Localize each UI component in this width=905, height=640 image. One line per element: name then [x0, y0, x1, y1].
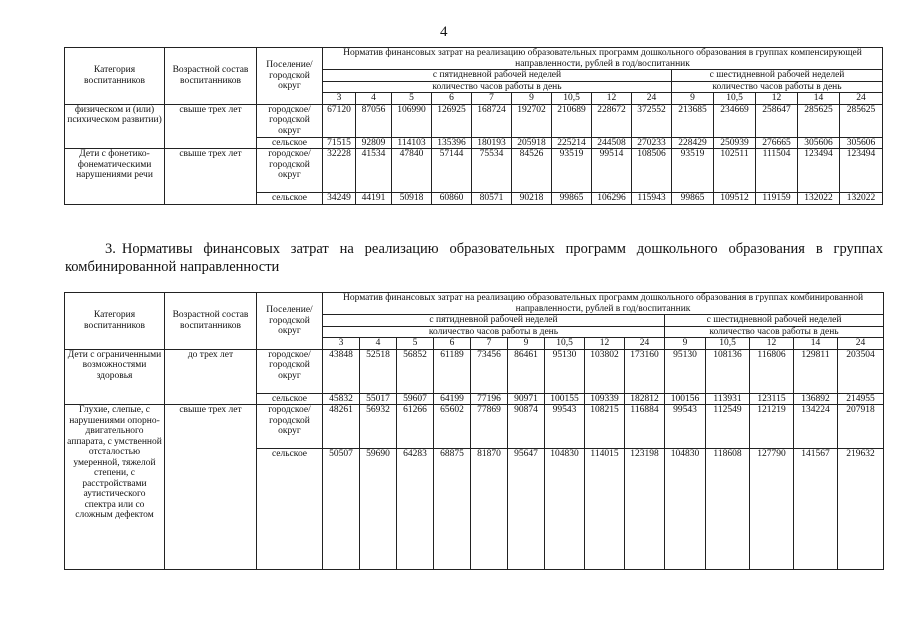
settlement-cell: городское/ городской округ — [257, 349, 323, 393]
value-cell: 270233 — [632, 137, 672, 149]
hours-cell: 9 — [665, 338, 706, 350]
value-cell: 111504 — [756, 149, 798, 193]
value-cell: 102511 — [714, 149, 756, 193]
hours-cell: 14 — [798, 93, 840, 105]
value-cell: 180193 — [472, 137, 512, 149]
value-cell: 244508 — [592, 137, 632, 149]
value-cell: 305606 — [798, 137, 840, 149]
header-age: Возрастной состав воспитанников — [165, 293, 257, 350]
value-cell: 75534 — [472, 149, 512, 193]
value-cell: 95130 — [545, 349, 585, 393]
value-cell: 77196 — [471, 393, 508, 405]
section-3-heading — [65, 240, 883, 276]
value-cell: 276665 — [756, 137, 798, 149]
age-cell: свыше трех лет — [165, 405, 257, 570]
hours-cell: 10,5 — [552, 93, 592, 105]
value-cell: 86461 — [508, 349, 545, 393]
header-settlement: Поселение/ городской округ — [257, 48, 323, 105]
value-cell: 41534 — [356, 149, 392, 193]
value-cell: 114015 — [585, 449, 625, 570]
value-cell: 99865 — [672, 193, 714, 205]
value-cell: 99543 — [665, 405, 706, 449]
header-category: Категория воспитанников — [65, 293, 165, 350]
value-cell: 132022 — [840, 193, 883, 205]
settlement-cell: сельское — [257, 137, 323, 149]
hours-cell: 12 — [585, 338, 625, 350]
category-cell: Глухие, слепые, с нарушениями опорно-двигательного аппарата, с умственной отсталостью умеренной, тяжелой степени, с расстройствами аутистического спектра или со сложным дефектом — [65, 405, 165, 570]
value-cell: 100155 — [545, 393, 585, 405]
value-cell: 118608 — [706, 449, 750, 570]
value-cell: 59607 — [397, 393, 434, 405]
header-six-day: с шестидневной рабочей неделей — [665, 315, 884, 327]
hours-cell: 24 — [625, 338, 665, 350]
value-cell: 115943 — [632, 193, 672, 205]
header-six-day: с шестидневной рабочей неделей — [672, 70, 883, 82]
value-cell: 47840 — [392, 149, 432, 193]
value-cell: 134224 — [794, 405, 838, 449]
hours-cell: 10,5 — [545, 338, 585, 350]
hours-cell: 3 — [323, 93, 356, 105]
value-cell: 99514 — [592, 149, 632, 193]
value-cell: 64199 — [434, 393, 471, 405]
value-cell: 285625 — [798, 104, 840, 137]
table2-body — [65, 349, 884, 570]
value-cell: 285625 — [840, 104, 883, 137]
value-cell: 109339 — [585, 393, 625, 405]
header-hours-six: количество часов работы в день — [672, 81, 883, 93]
value-cell: 104830 — [665, 449, 706, 570]
value-cell: 106990 — [392, 104, 432, 137]
hours-cell: 14 — [794, 338, 838, 350]
header-normative: Норматив финансовых затрат на реализацию образовательных программ дошкольного образования в группах компенсирующей направленности, рублей в год/воспитанник — [323, 48, 883, 70]
header-hours-six: количество часов работы в день — [665, 326, 884, 338]
value-cell: 84526 — [512, 149, 552, 193]
value-cell: 90971 — [508, 393, 545, 405]
value-cell: 123198 — [625, 449, 665, 570]
table-row — [65, 405, 884, 449]
value-cell: 192702 — [512, 104, 552, 137]
hours-cell: 7 — [471, 338, 508, 350]
value-cell: 61189 — [434, 349, 471, 393]
value-cell: 168724 — [472, 104, 512, 137]
hours-cell: 9 — [672, 93, 714, 105]
age-cell: свыше трех лет — [165, 149, 257, 205]
value-cell: 108136 — [706, 349, 750, 393]
hours-cell: 9 — [508, 338, 545, 350]
value-cell: 95647 — [508, 449, 545, 570]
value-cell: 114103 — [392, 137, 432, 149]
hours-cell: 6 — [432, 93, 472, 105]
value-cell: 372552 — [632, 104, 672, 137]
value-cell: 32228 — [323, 149, 356, 193]
value-cell: 60860 — [432, 193, 472, 205]
value-cell: 68875 — [434, 449, 471, 570]
value-cell: 61266 — [397, 405, 434, 449]
hours-cell: 5 — [392, 93, 432, 105]
hours-cell: 24 — [840, 93, 883, 105]
settlement-cell: сельское — [257, 393, 323, 405]
table1-body — [65, 104, 883, 204]
value-cell: 234669 — [714, 104, 756, 137]
hours-cell: 5 — [397, 338, 434, 350]
value-cell: 205918 — [512, 137, 552, 149]
value-cell: 116806 — [750, 349, 794, 393]
value-cell: 56932 — [360, 405, 397, 449]
hours-cell: 4 — [356, 93, 392, 105]
value-cell: 45832 — [323, 393, 360, 405]
value-cell: 90218 — [512, 193, 552, 205]
hours-cell: 12 — [750, 338, 794, 350]
hours-cell: 9 — [512, 93, 552, 105]
age-cell: свыше трех лет — [165, 104, 257, 149]
header-hours-five: количество часов работы в день — [323, 81, 672, 93]
value-cell: 55017 — [360, 393, 397, 405]
value-cell: 214955 — [838, 393, 884, 405]
value-cell: 132022 — [798, 193, 840, 205]
value-cell: 225214 — [552, 137, 592, 149]
value-cell: 64283 — [397, 449, 434, 570]
hours-cell: 10,5 — [714, 93, 756, 105]
value-cell: 93519 — [672, 149, 714, 193]
value-cell: 203504 — [838, 349, 884, 393]
section-title: Нормативы финансовых затрат на реализацию образовательных программ дошкольного образования в группах комбинированной направленности — [65, 241, 883, 275]
value-cell: 108506 — [632, 149, 672, 193]
value-cell: 34249 — [323, 193, 356, 205]
value-cell: 71515 — [323, 137, 356, 149]
value-cell: 43848 — [323, 349, 360, 393]
value-cell: 52518 — [360, 349, 397, 393]
age-cell: до трех лет — [165, 349, 257, 405]
value-cell: 50507 — [323, 449, 360, 570]
settlement-cell: городское/ городской округ — [257, 405, 323, 449]
value-cell: 81870 — [471, 449, 508, 570]
value-cell: 127790 — [750, 449, 794, 570]
value-cell: 92809 — [356, 137, 392, 149]
value-cell: 123494 — [798, 149, 840, 193]
value-cell: 129811 — [794, 349, 838, 393]
value-cell: 219632 — [838, 449, 884, 570]
value-cell: 59690 — [360, 449, 397, 570]
value-cell: 73456 — [471, 349, 508, 393]
hours-cell: 3 — [323, 338, 360, 350]
normative-table-compensating — [64, 47, 883, 205]
header-age: Возрастной состав воспитанников — [165, 48, 257, 105]
value-cell: 136892 — [794, 393, 838, 405]
value-cell: 87056 — [356, 104, 392, 137]
value-cell: 50918 — [392, 193, 432, 205]
value-cell: 65602 — [434, 405, 471, 449]
value-cell: 80571 — [472, 193, 512, 205]
value-cell: 48261 — [323, 405, 360, 449]
value-cell: 57144 — [432, 149, 472, 193]
hours-cell: 12 — [756, 93, 798, 105]
header-settlement: Поселение/ городской округ — [257, 293, 323, 350]
settlement-cell: городское/ городской округ — [257, 149, 323, 193]
value-cell: 123115 — [750, 393, 794, 405]
value-cell: 123494 — [840, 149, 883, 193]
hours-cell: 4 — [360, 338, 397, 350]
value-cell: 116884 — [625, 405, 665, 449]
settlement-cell: сельское — [257, 449, 323, 570]
settlement-cell: сельское — [257, 193, 323, 205]
hours-cell: 24 — [632, 93, 672, 105]
hours-cell: 10,5 — [706, 338, 750, 350]
value-cell: 56852 — [397, 349, 434, 393]
category-cell: Дети с фонетико-фонематическими нарушениями речи — [65, 149, 165, 205]
page-number: 4 — [440, 24, 448, 40]
header-five-day: с пятидневной рабочей неделей — [323, 315, 665, 327]
value-cell: 258647 — [756, 104, 798, 137]
value-cell: 113931 — [706, 393, 750, 405]
value-cell: 67120 — [323, 104, 356, 137]
value-cell: 213685 — [672, 104, 714, 137]
category-cell: физическом и (или) психическом развитии) — [65, 104, 165, 149]
hours-cell: 12 — [592, 93, 632, 105]
normative-table-combined — [64, 292, 884, 570]
header-hours-five: количество часов работы в день — [323, 326, 665, 338]
table-row — [65, 349, 884, 393]
section-number: 3. — [105, 241, 116, 257]
value-cell: 182812 — [625, 393, 665, 405]
value-cell: 210689 — [552, 104, 592, 137]
value-cell: 228672 — [592, 104, 632, 137]
value-cell: 228429 — [672, 137, 714, 149]
value-cell: 77869 — [471, 405, 508, 449]
value-cell: 104830 — [545, 449, 585, 570]
header-five-day: с пятидневной рабочей неделей — [323, 70, 672, 82]
value-cell: 95130 — [665, 349, 706, 393]
value-cell: 93519 — [552, 149, 592, 193]
value-cell: 250939 — [714, 137, 756, 149]
value-cell: 103802 — [585, 349, 625, 393]
hours-cell: 7 — [472, 93, 512, 105]
value-cell: 207918 — [838, 405, 884, 449]
header-normative: Норматив финансовых затрат на реализацию образовательных программ дошкольного образования в группах комбинированной направленности, рублей в год/воспитанник — [323, 293, 884, 315]
value-cell: 135396 — [432, 137, 472, 149]
value-cell: 90874 — [508, 405, 545, 449]
table-row — [65, 149, 883, 193]
hours-cell: 24 — [838, 338, 884, 350]
value-cell: 100156 — [665, 393, 706, 405]
value-cell: 173160 — [625, 349, 665, 393]
hours-cell: 6 — [434, 338, 471, 350]
value-cell: 305606 — [840, 137, 883, 149]
value-cell: 112549 — [706, 405, 750, 449]
header-category: Категория воспитанников — [65, 48, 165, 105]
value-cell: 108215 — [585, 405, 625, 449]
value-cell: 141567 — [794, 449, 838, 570]
value-cell: 106296 — [592, 193, 632, 205]
value-cell: 99543 — [545, 405, 585, 449]
value-cell: 44191 — [356, 193, 392, 205]
category-cell: Дети с ограниченными возможностями здоровья — [65, 349, 165, 405]
settlement-cell: городское/ городской округ — [257, 104, 323, 137]
value-cell: 119159 — [756, 193, 798, 205]
table-row — [65, 104, 883, 137]
value-cell: 121219 — [750, 405, 794, 449]
value-cell: 99865 — [552, 193, 592, 205]
value-cell: 109512 — [714, 193, 756, 205]
value-cell: 126925 — [432, 104, 472, 137]
